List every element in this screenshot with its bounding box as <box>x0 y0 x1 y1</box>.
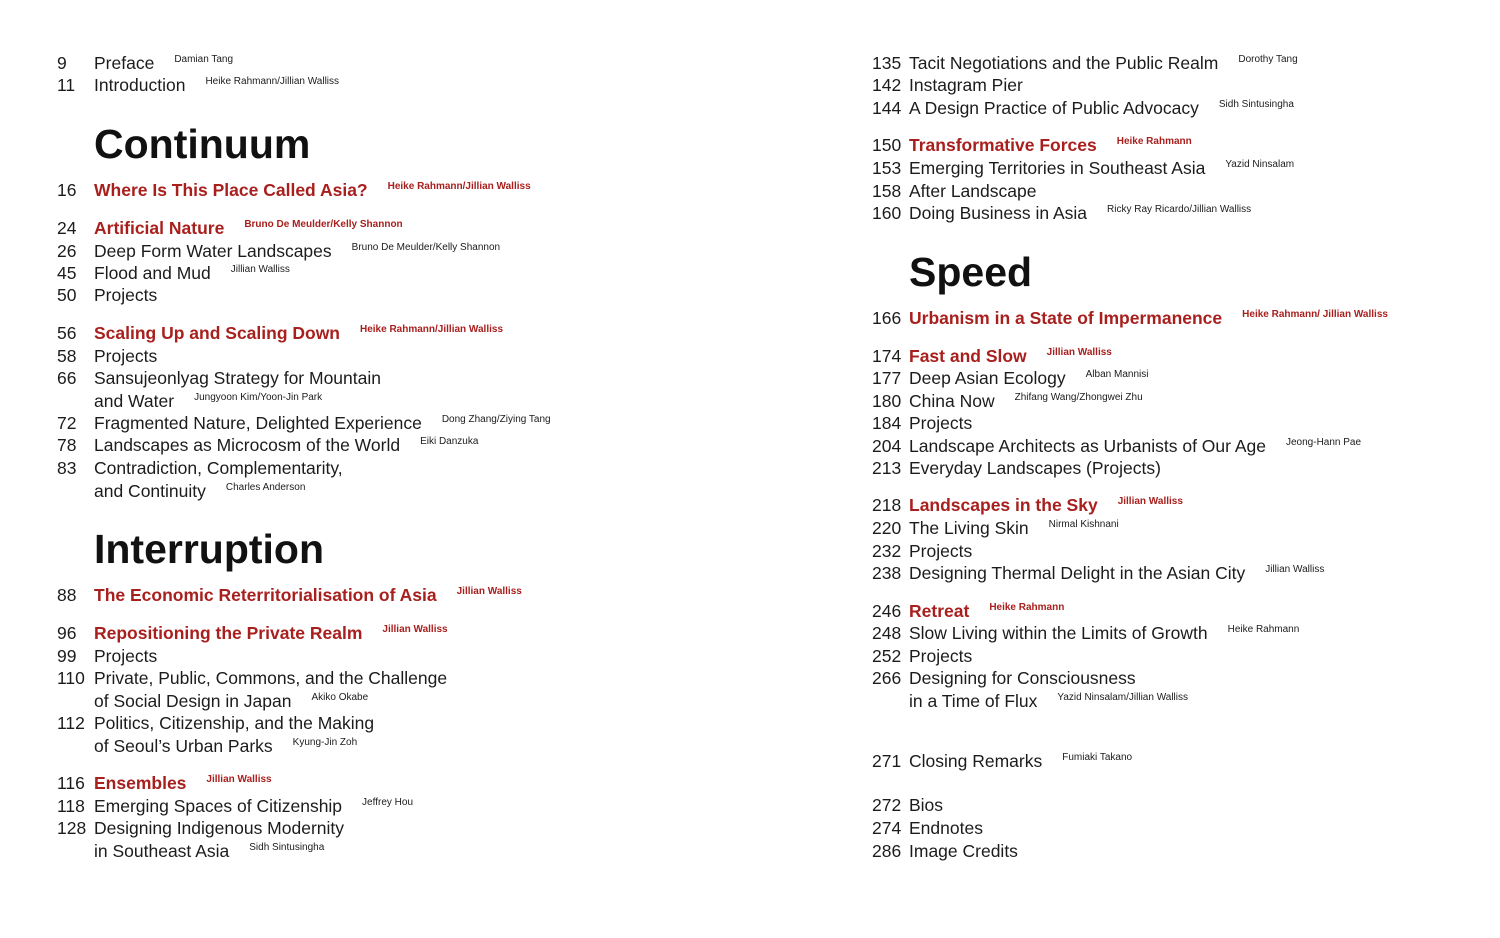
section-heading: Interruption <box>94 526 325 572</box>
entry-title: After Landscape <box>909 181 1037 201</box>
page-number: 204 <box>872 436 902 456</box>
page-number: 56 <box>57 323 77 343</box>
entry-author: Fumiaki Takano <box>1062 752 1133 763</box>
entry-author: Heike Rahmann <box>989 602 1065 613</box>
page-number: 142 <box>872 75 902 95</box>
page-number: 24 <box>57 218 77 238</box>
entry-author: Jungyoon Kim/Yoon-Jin Park <box>194 392 323 403</box>
page-number: 153 <box>872 158 902 178</box>
chapter-title: Ensembles Jillian Walliss <box>94 773 272 793</box>
entry-title: Emerging Spaces of Citizenship Jeffrey Hou <box>94 796 413 816</box>
entry-title: Landscapes as Microcosm of the World Eiki Danzuka <box>94 435 479 455</box>
entry-title: China Now Zhifang Wang/Zhongwei Zhu <box>909 391 1143 411</box>
page-number: 286 <box>872 841 902 861</box>
page-number: 96 <box>57 623 77 643</box>
entry-title: The Living Skin Nirmal Kishnani <box>909 518 1119 538</box>
page-number: 252 <box>872 646 902 666</box>
entry-author: Jillian Walliss <box>1117 496 1183 507</box>
page-number: 72 <box>57 413 77 433</box>
entry-title: Deep Form Water Landscapes Bruno De Meulder/Kelly Shannon <box>94 241 501 261</box>
entry-title: Tacit Negotiations and the Public Realm Dorothy Tang <box>909 53 1298 73</box>
page-number: 248 <box>872 623 902 643</box>
page-number: 83 <box>57 458 77 478</box>
entry-title: Closing Remarks Fumiaki Takano <box>909 751 1133 771</box>
page-number: 166 <box>872 308 902 328</box>
page-number: 116 <box>57 773 85 793</box>
entry-title: Endnotes <box>909 818 983 838</box>
entry-author: Heike Rahmann <box>1116 136 1192 147</box>
entry-author: Heike Rahmann <box>1227 624 1300 635</box>
chapter-title: Where Is This Place Called Asia? Heike Rahmann/Jillian Walliss <box>94 180 531 200</box>
entry-author: Bruno De Meulder/Kelly Shannon <box>244 219 403 230</box>
entry-title: Projects <box>94 285 158 305</box>
entry-title: Designing Indigenous Modernity <box>94 818 345 838</box>
page-number: 88 <box>57 585 77 605</box>
entry-title: Projects <box>909 413 973 433</box>
entry-author: Heike Rahmann/Jillian Walliss <box>205 76 340 87</box>
chapter-title: Landscapes in the Sky Jillian Walliss <box>909 495 1183 515</box>
page-number: 11 <box>57 75 76 95</box>
entry-title: of Seoul’s Urban Parks Kyung-Jin Zoh <box>94 736 358 756</box>
entry-title: and Continuity Charles Anderson <box>94 481 306 501</box>
page-number: 232 <box>872 541 902 561</box>
entry-author: Jillian Walliss <box>230 264 290 275</box>
page-number: 66 <box>57 368 77 388</box>
entry-title: Image Credits <box>909 841 1018 861</box>
entry-title: of Social Design in Japan Akiko Okabe <box>94 691 369 711</box>
page-number: 218 <box>872 495 902 515</box>
entry-author: Bruno De Meulder/Kelly Shannon <box>351 242 501 253</box>
entry-author: Zhifang Wang/Zhongwei Zhu <box>1014 392 1143 403</box>
entry-title: Landscape Architects as Urbanists of Our Age Jeong-Hann Pae <box>909 436 1362 456</box>
entry-author: Sidh Sintusingha <box>249 842 325 853</box>
entry-author: Jillian Walliss <box>206 774 272 785</box>
chapter-title: Transformative Forces Heike Rahmann <box>909 135 1192 155</box>
chapter-title: Scaling Up and Scaling Down Heike Rahmann/Jillian Walliss <box>94 323 504 343</box>
entry-author: Jillian Walliss <box>1046 347 1112 358</box>
page-number: 9 <box>57 53 67 73</box>
section-heading: Continuum <box>94 121 311 167</box>
page-number: 220 <box>872 518 902 538</box>
page-number: 213 <box>872 458 902 478</box>
entry-author: Yazid Ninsalam <box>1225 159 1295 170</box>
entry-author: Alban Mannisi <box>1085 369 1149 380</box>
page-number: 112 <box>57 713 85 733</box>
entry-author: Akiko Okabe <box>311 692 369 703</box>
entry-title: Introduction Heike Rahmann/Jillian Walliss <box>94 75 340 95</box>
entry-author: Jillian Walliss <box>1265 564 1325 575</box>
page-number: 150 <box>872 135 902 155</box>
entry-title: Projects <box>909 541 973 561</box>
page-number: 180 <box>872 391 902 411</box>
page-number: 16 <box>57 180 77 200</box>
entry-title: Everyday Landscapes (Projects) <box>909 458 1161 478</box>
entry-title: Flood and Mud Jillian Walliss <box>94 263 290 283</box>
entry-title: Fragmented Nature, Delighted Experience Dong Zhang/Ziying Tang <box>94 413 551 433</box>
chapter-title: Retreat Heike Rahmann <box>909 601 1065 621</box>
chapter-title: Urbanism in a State of Impermanence Heike Rahmann/ Jillian Walliss <box>909 308 1388 328</box>
page-number: 238 <box>872 563 902 583</box>
entry-author: Eiki Danzuka <box>420 436 479 447</box>
entry-author: Jeffrey Hou <box>362 797 413 808</box>
page-number: 110 <box>57 668 85 688</box>
entry-author: Damian Tang <box>174 54 234 65</box>
entry-title: Slow Living within the Limits of Growth Heike Rahmann <box>909 623 1300 643</box>
page-number: 50 <box>57 285 77 305</box>
entry-title: Designing for Consciousness <box>909 668 1136 688</box>
entry-author: Sidh Sintusingha <box>1218 99 1294 110</box>
chapter-title: Artificial Nature Bruno De Meulder/Kelly Shannon <box>94 218 403 238</box>
entry-title: Emerging Territories in Southeast Asia Yazid Ninsalam <box>909 158 1295 178</box>
entry-author: Charles Anderson <box>225 482 306 493</box>
entry-author: Dorothy Tang <box>1238 54 1298 65</box>
page-number: 128 <box>57 818 87 838</box>
page-number: 174 <box>872 346 902 366</box>
page-number: 177 <box>872 368 902 388</box>
entry-title: A Design Practice of Public Advocacy Sidh Sintusingha <box>909 98 1294 118</box>
section-heading: Speed <box>909 249 1033 295</box>
entry-title: Projects <box>94 646 158 666</box>
entry-title: Contradiction, Complementarity, <box>94 458 343 478</box>
page-number: 58 <box>57 346 77 366</box>
entry-title: Designing Thermal Delight in the Asian City Jillian Walliss <box>909 563 1325 583</box>
chapter-title: The Economic Reterritorialisation of Asia Jillian Walliss <box>94 585 522 605</box>
entry-title: Doing Business in Asia Ricky Ray Ricardo/Jillian Walliss <box>909 203 1252 223</box>
page-number: 274 <box>872 818 902 838</box>
entry-author: Jillian Walliss <box>456 586 522 597</box>
entry-author: Nirmal Kishnani <box>1048 519 1119 530</box>
page-number: 118 <box>57 796 85 816</box>
entry-title: Deep Asian Ecology Alban Mannisi <box>909 368 1149 388</box>
page-number: 184 <box>872 413 902 433</box>
page-number: 26 <box>57 241 77 261</box>
entry-author: Jillian Walliss <box>382 624 448 635</box>
page-number: 78 <box>57 435 77 455</box>
entry-title: Bios <box>909 795 944 815</box>
entry-author: Heike Rahmann/Jillian Walliss <box>387 181 531 192</box>
entry-author: Yazid Ninsalam/Jillian Walliss <box>1057 692 1188 703</box>
entry-author: Dong Zhang/Ziying Tang <box>441 414 551 425</box>
chapter-title: Fast and Slow Jillian Walliss <box>909 346 1112 366</box>
page-number: 272 <box>872 795 902 815</box>
page-number: 246 <box>872 601 902 621</box>
page-number: 135 <box>872 53 902 73</box>
page-number: 266 <box>872 668 902 688</box>
chapter-title: Repositioning the Private Realm Jillian Walliss <box>94 623 448 643</box>
entry-title: in a Time of Flux Yazid Ninsalam/Jillian Walliss <box>909 691 1188 711</box>
entry-title: and Water Jungyoon Kim/Yoon-Jin Park <box>94 391 323 411</box>
entry-title: in Southeast Asia Sidh Sintusingha <box>94 841 325 861</box>
entry-title: Projects <box>909 646 973 666</box>
page-number: 160 <box>872 203 902 223</box>
page-number: 158 <box>872 181 902 201</box>
entry-title: Projects <box>94 346 158 366</box>
entry-title: Sansujeonlyag Strategy for Mountain <box>94 368 381 388</box>
entry-author: Jeong-Hann Pae <box>1286 437 1362 448</box>
entry-author: Heike Rahmann/Jillian Walliss <box>360 324 504 335</box>
entry-author: Heike Rahmann/ Jillian Walliss <box>1242 309 1388 320</box>
entry-author: Ricky Ray Ricardo/Jillian Walliss <box>1107 204 1252 215</box>
page-number: 45 <box>57 263 77 283</box>
entry-title: Preface Damian Tang <box>94 53 234 73</box>
entry-author: Kyung-Jin Zoh <box>292 737 358 748</box>
entry-title: Instagram Pier <box>909 75 1023 95</box>
page-number: 99 <box>57 646 77 666</box>
entry-title: Politics, Citizenship, and the Making <box>94 713 375 733</box>
page-number: 144 <box>872 98 902 118</box>
page-number: 271 <box>872 751 902 771</box>
entry-title: Private, Public, Commons, and the Challenge <box>94 668 448 688</box>
